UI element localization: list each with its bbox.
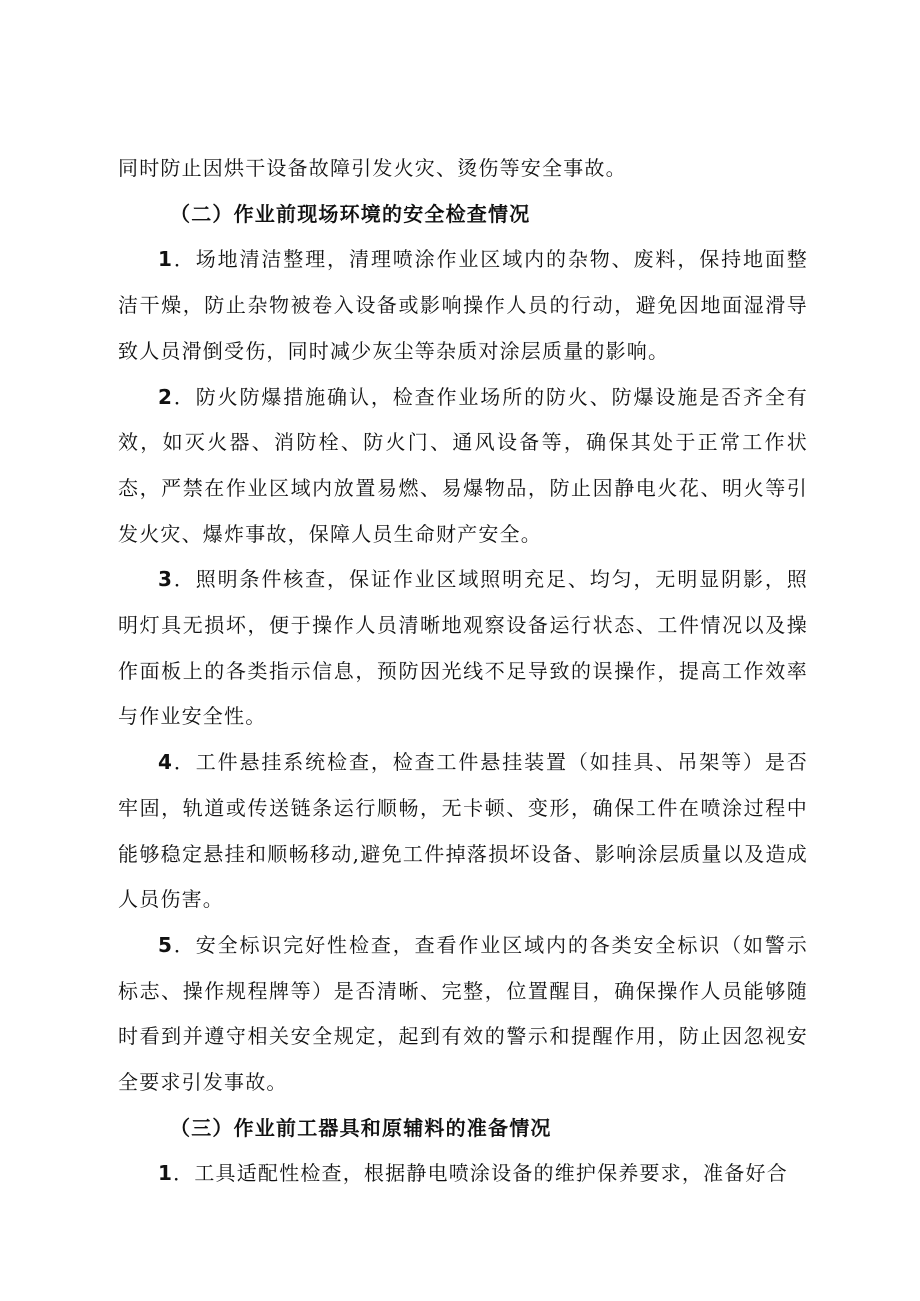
list-item — [118, 740, 808, 923]
list-item — [118, 923, 808, 1106]
list-item — [118, 557, 808, 740]
item-number: 1 — [158, 247, 174, 272]
list-item — [118, 375, 808, 558]
item-number: 1 — [158, 1161, 174, 1186]
item-number: 2 — [158, 384, 174, 409]
item-number: 3 — [158, 567, 174, 592]
section-heading-3: （三）作业前工器具和原辅料的准备情况 — [170, 1115, 552, 1140]
paragraph-continuation: 同时防止因烘干设备故障引发火灾、烫伤等安全事故。 — [118, 156, 627, 180]
item-text: ．照明条件核查，保证作业区域照明充足、均匀，无明显阴影，照明灯具无损坏，便于操作人员清晰地观察设备运行状态、工件情况以及操作面板上的各类指示信息，预防因光线不足导致的误操作，提高工作效率与作业安全性。 — [118, 567, 808, 729]
item-text: ．防火防爆措施确认，检查作业场所的防火、防爆设施是否齐全有效，如灭火器、消防栓、防火门、通风设备等，确保其处于正常工作状态，严禁在作业区域内放置易燃、易爆物品，防止因静电火花、明火等引发火灾、爆炸事故，保障人员生命财产安全。 — [118, 384, 808, 546]
item-text: ．工具适配性检查，根据静电喷涂设备的维护保养要求，准备好合 — [173, 1161, 788, 1186]
item-number: 5 — [158, 932, 174, 957]
item-text: ．工件悬挂系统检查，检查工件悬挂装置（如挂具、吊架等）是否牢固，轨道或传送链条运行顺畅，无卡顿、变形，确保工件在喷涂过程中能够稳定悬挂和顺畅移动,避免工件掉落损坏设备、影响涂层质量以及造成人员伤害。 — [118, 750, 808, 912]
item-number: 4 — [158, 750, 174, 775]
item-text: ．安全标识完好性检查，查看作业区域内的各类安全标识（如警示标志、操作规程牌等）是否清晰、完整，位置醒目，确保操作人员能够随时看到并遵守相关安全规定，起到有效的警示和提醒作用，防止因忽视安全要求引发事故。 — [118, 932, 808, 1095]
list-item — [118, 237, 808, 374]
item-text: ．场地清洁整理，清理喷涂作业区域内的杂物、废料，保持地面整洁干燥，防止杂物被卷入设备或影响操作人员的行动，避免因地面湿滑导致人员滑倒受伤，同时减少灰尘等杂质对涂层质量的影响。 — [118, 247, 808, 363]
document-page — [118, 146, 808, 1197]
section-heading-2: （二）作业前现场环境的安全检查情况 — [170, 201, 531, 226]
list-item — [118, 1151, 808, 1197]
